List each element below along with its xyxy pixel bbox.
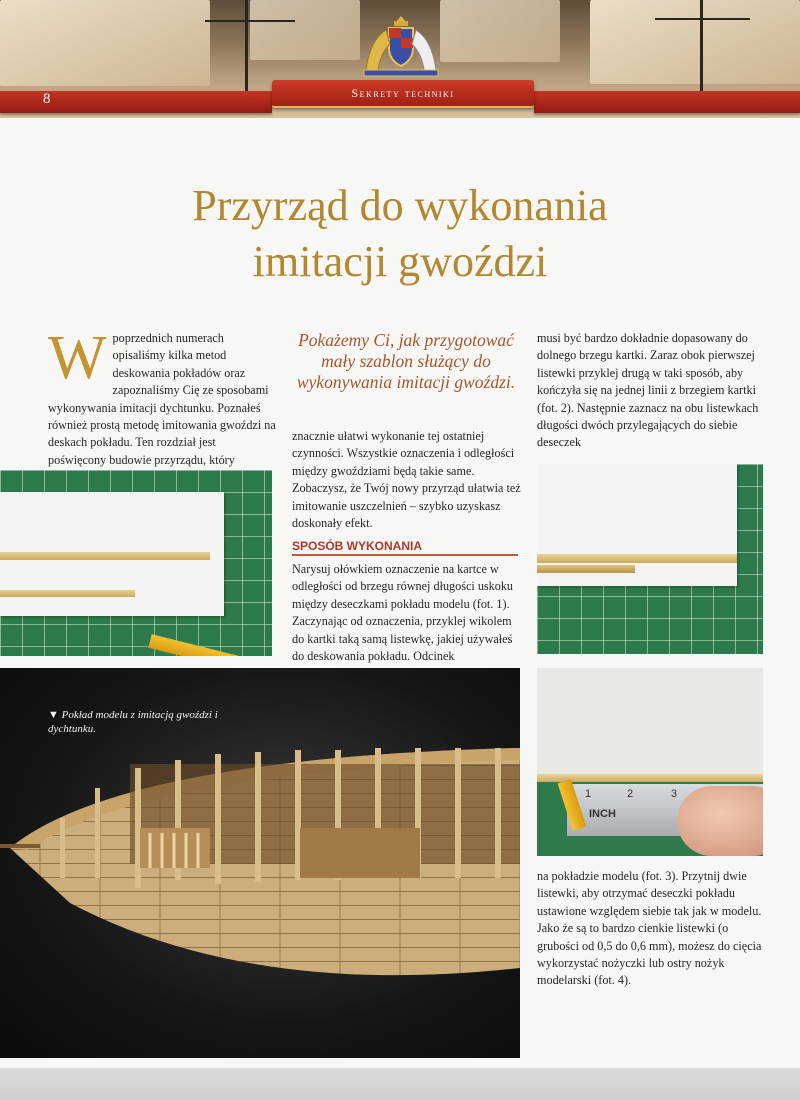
section-tab: Sekrety techniki	[272, 80, 534, 108]
yard-right	[655, 18, 750, 20]
wood-strip-1	[537, 554, 737, 563]
wood-strip-2	[537, 565, 635, 573]
method-heading: SPOSÓB WYKONANIA	[292, 539, 518, 556]
header-strip-right	[534, 91, 800, 113]
fot2-photo	[537, 464, 763, 654]
caption-text: Pokład modelu z imitacją gwoździ i dychtunku.	[48, 709, 218, 735]
header-strip-left	[0, 91, 272, 113]
column3-paragraph-top: musi być bardzo dokładnie dopasowany do dolnego brzegu kartki. Zaraz obok pierwszej listewki przyklej drugą w taki sposób, aby kończyła się na jednej linii z brzegiem kartki (fot. 2). Następnie zaznacz na obu listewkach długości dwóch przylegających do siebie deseczek	[537, 331, 759, 450]
caption-arrow-icon: ▼	[48, 709, 59, 721]
wood-strip-1	[0, 552, 210, 560]
method-paragraph: Narysuj ołówkiem oznaczenie na kartce w odległości od brzegu równej długości uskoku między deseczkami pokładu modelu (fot. 1). Zaczynając od oznaczenia, przyklej wikolem do kartki taką samą listewkę, jakiej używałeś do deskowania pokładu. Odcinek	[292, 562, 514, 664]
wood-strip-2	[0, 590, 135, 597]
drop-cap: W	[48, 324, 107, 392]
page-bottom-band	[0, 1068, 800, 1100]
intro-text: poprzednich numerach opisaliśmy kilka metod deskowania pokładów oraz zapoznaliśmy Cię ze sposobami wykonywania imitacji dychtunku. Poznałeś również prostą metodę imitowania gwoździ na deskach pokładu. Ten rozdział jest poświęcony budowie przyrządu, który	[48, 331, 276, 467]
ruler-mark-2: 2	[627, 788, 634, 800]
mast-left	[245, 0, 248, 95]
page-number: 8	[43, 91, 51, 107]
pencil-icon	[148, 634, 272, 656]
title-line-2: imitacji gwoździ	[252, 237, 548, 286]
header-banner	[0, 0, 800, 118]
ruler-mark-1: 1	[585, 788, 592, 800]
ruler-mark-3: 3	[671, 788, 678, 800]
mast-right	[700, 0, 703, 95]
sail-center-right	[440, 0, 560, 62]
title-line-1: Przyrząd do wykonania	[192, 181, 608, 230]
royal-crest-icon	[356, 10, 446, 80]
column2-paragraph: znacznie ułatwi wykonanie tej ostatniej czynności. Wszystkie oznaczenia i odległości między gwoździami będą takie same. Zobaczysz, że Twój nowy przyrząd ułatwia też imitowanie uszczelnień – szybko uzyskasz doskonały efekt.	[292, 429, 521, 531]
ship-photo-caption	[48, 708, 248, 736]
sail-left	[0, 0, 210, 86]
intro-paragraph	[48, 324, 276, 469]
page-title	[60, 178, 740, 290]
yard-left	[205, 20, 295, 22]
hand-image	[677, 786, 763, 856]
pull-quote: Pokażemy Ci, jak przygotować mały szablon służący do wykonywania imitacji gwoździ.	[296, 330, 516, 392]
sail-right	[590, 0, 800, 84]
ruler-unit: INCH	[589, 808, 616, 820]
column3-paragraph-bottom: na pokładzie modelu (fot. 3). Przytnij dwie listewki, aby otrzymać deseczki pokładu ustawione względem siebie tak jak w modelu. Jako że są to bardzo cienkie listewki (o grubości od 0,5 do 0,6 mm), możesz do cięcia wykorzystać nożyczki lub ostry nożyk modelarski (fot. 4).	[537, 869, 762, 988]
fot3-photo	[537, 668, 763, 856]
sail-center-left	[250, 0, 360, 60]
fot1-photo	[0, 470, 272, 656]
